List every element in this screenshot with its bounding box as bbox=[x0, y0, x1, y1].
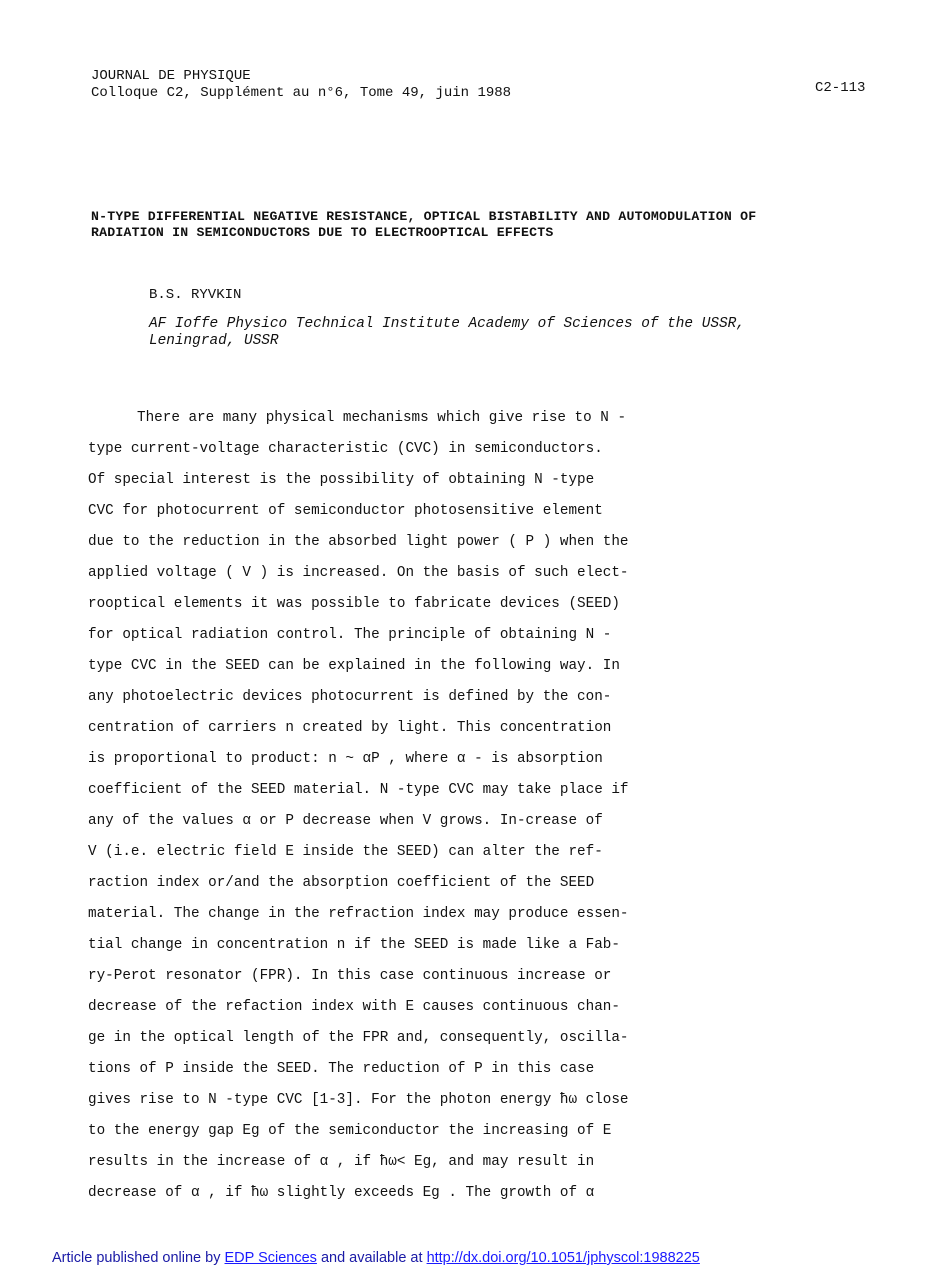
text-line: type CVC in the SEED can be explained in the following way. In bbox=[88, 658, 620, 674]
text-line: V (i.e. electric field E inside the SEED) can alter the ref- bbox=[88, 844, 603, 860]
text-line: CVC for photocurrent of semiconductor photosensitive element bbox=[88, 503, 603, 519]
journal-name: JOURNAL DE PHYSIQUE bbox=[91, 68, 251, 84]
page-number: C2-113 bbox=[815, 80, 866, 96]
text-line: ry-Perot resonator (FPR). In this case continuous increase or bbox=[88, 968, 612, 984]
text-line: rooptical elements it was possible to fabricate devices (SEED) bbox=[88, 596, 620, 612]
text-line: any photoelectric devices photocurrent is defined by the con- bbox=[88, 689, 612, 705]
text-line: material. The change in the refraction index may produce essen- bbox=[88, 906, 629, 922]
text-line: tial change in concentration n if the SEED is made like a Fab- bbox=[88, 937, 620, 953]
text-line: raction index or/and the absorption coefficient of the SEED bbox=[88, 875, 595, 891]
text-line: Of special interest is the possibility of obtaining N -type bbox=[88, 472, 595, 488]
text-line: tions of P inside the SEED. The reduction of P in this case bbox=[88, 1061, 595, 1077]
author-name: B.S. RYVKIN bbox=[149, 287, 242, 303]
author-affiliation: AF Ioffe Physico Technical Institute Academy of Sciences of the USSR, Leningrad, USSR bbox=[149, 316, 745, 349]
doi-link[interactable]: http://dx.doi.org/10.1051/jphyscol:1988225 bbox=[426, 1250, 700, 1266]
text-line: due to the reduction in the absorbed light power ( P ) when the bbox=[88, 534, 629, 550]
footer-middle: and available at bbox=[316, 1250, 427, 1266]
text-line: type current-voltage characteristic (CVC) in semiconductors. bbox=[88, 441, 603, 457]
text-line: to the energy gap Eg of the semiconductor the increasing of E bbox=[88, 1123, 612, 1139]
text-line: coefficient of the SEED material. N -type CVC may take place if bbox=[88, 782, 629, 798]
text-line: gives rise to N -type CVC [1-3]. For the photon energy ħω close bbox=[88, 1092, 629, 1108]
text-line: ge in the optical length of the FPR and, consequently, oscilla- bbox=[88, 1030, 629, 1046]
text-line: for optical radiation control. The principle of obtaining N - bbox=[88, 627, 612, 643]
text-line: results in the increase of α , if ħω< Eg, and may result in bbox=[88, 1154, 595, 1170]
footer-prefix: Article published online by bbox=[52, 1250, 225, 1266]
paper-title: N-TYPE DIFFERENTIAL NEGATIVE RESISTANCE, OPTICAL BISTABILITY AND AUTOMODULATION OF RADIATION IN SEMICONDUCTORS DUE TO ELECTROOPTICAL EFFECTS bbox=[91, 209, 757, 240]
journal-header bbox=[91, 68, 511, 102]
publisher-link[interactable]: EDP Sciences bbox=[224, 1250, 317, 1266]
text-line: decrease of the refaction index with E causes continuous chan- bbox=[88, 999, 620, 1015]
publication-footer bbox=[52, 1250, 700, 1266]
body-text bbox=[88, 403, 708, 1209]
text-line: decrease of α , if ħω slightly exceeds Eg . The growth of α bbox=[88, 1185, 595, 1201]
text-line: is proportional to product: n ~ αP , where α - is absorption bbox=[88, 751, 603, 767]
text-line: There are many physical mechanisms which give rise to N - bbox=[137, 410, 627, 426]
text-line: applied voltage ( V ) is increased. On the basis of such elect- bbox=[88, 565, 629, 581]
text-line: any of the values α or P decrease when V grows. In-crease of bbox=[88, 813, 603, 829]
journal-issue: Colloque C2, Supplément au n°6, Tome 49, juin 1988 bbox=[91, 85, 512, 101]
text-line: centration of carriers n created by light. This concentration bbox=[88, 720, 612, 736]
